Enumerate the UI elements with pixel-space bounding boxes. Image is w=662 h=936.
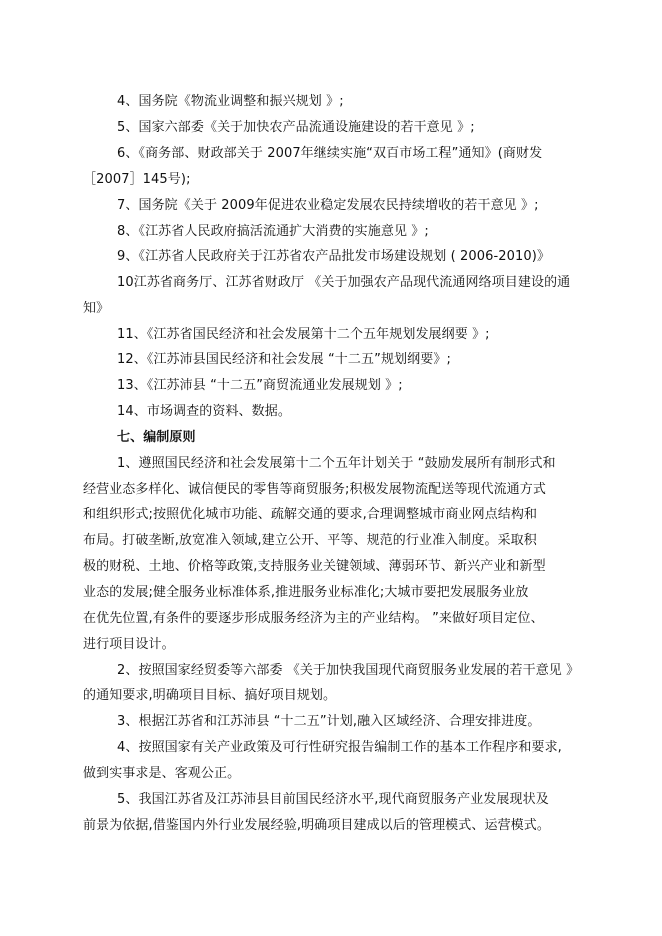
reference-item-13: 13、《江苏沛县 “十二五”商贸流通业发展规划 》; <box>117 378 403 393</box>
principle-1-line-5: 极的财税、土地、价格等政策,支持服务业关键领域、薄弱环节、新兴产业和新型 <box>83 559 546 574</box>
principle-1-line-8: 进行项目设计。 <box>83 637 175 652</box>
reference-item-10-line-1: 10江苏省商务厅、江苏省财政厅 《关于加强农产品现代流通网络项目建设的通 <box>117 275 571 290</box>
principle-1-line-7: 在优先位置,有条件的要逐步形成服务经济为主的产业结构。 ”来做好项目定位、 <box>83 611 544 626</box>
principle-1-line-1: 1、遵照国民经济和社会发展第十二个五年计划关于 “鼓励发展所有制形式和 <box>117 456 556 471</box>
reference-item-6-line-1: 6、《商务部、财政部关于 2007年继续实施“双百市场工程”通知》(商财发 <box>117 146 543 161</box>
reference-item-4: 4、国务院《物流业调整和振兴规划 》; <box>117 94 344 109</box>
reference-item-11: 11、《江苏省国民经济和社会发展第十二个五年规划发展纲要 》; <box>117 327 490 342</box>
section-heading: 七、编制原则 <box>117 430 196 445</box>
reference-item-12: 12、《江苏沛县国民经济和社会发展 “十二五”规划纲要》; <box>117 352 451 367</box>
principle-1-line-4: 布局。打破垄断,放宽准入领域,建立公开、平等、规范的行业准入制度。采取积 <box>83 533 537 548</box>
reference-item-7: 7、国务院《关于 2009年促进农业稳定发展农民持续增收的若干意见 》; <box>117 198 539 213</box>
principle-4-line-2: 做到实事求是、客观公正。 <box>83 766 241 781</box>
principle-3: 3、根据江苏省和江苏沛县 “十二五”计划,融入区域经济、合理安排进度。 <box>117 714 541 729</box>
reference-item-5: 5、国家六部委《关于加快农产品流通设施建设的若干意见 》; <box>117 120 475 135</box>
reference-item-8: 8、《江苏省人民政府搞活流通扩大消费的实施意见 》; <box>117 224 429 239</box>
reference-item-14: 14、市场调查的资料、数据。 <box>117 404 291 419</box>
principle-5-line-1: 5、我国江苏省及江苏沛县目前国民经济水平,现代商贸服务产业发展现状及 <box>117 792 549 807</box>
principle-2-line-2: 的通知要求,明确项目目标、搞好项目规划。 <box>83 688 337 703</box>
principle-1-line-3: 和组织形式;按照优化城市功能、疏解交通的要求,合理调整城市商业网点结构和 <box>83 507 538 522</box>
reference-item-10-line-2: 知》 <box>83 301 110 316</box>
principle-1-line-2: 经营业态多样化、诚信便民的零售等商贸服务;积极发展物流配送等现代流通方式 <box>83 482 546 497</box>
reference-item-9: 9、《江苏省人民政府关于江苏省农产品批发市场建设规划 ( 2006-2010)》 <box>117 249 551 264</box>
principle-2-line-1: 2、按照国家经贸委等六部委 《关于加快我国现代商贸服务业发展的若干意见 》 <box>117 663 580 678</box>
principle-4-line-1: 4、按照国家有关产业政策及可行性研究报告编制工作的基本工作程序和要求, <box>117 740 562 755</box>
reference-item-6-line-2: ［2007］145号); <box>83 172 191 187</box>
principle-1-line-6: 业态的发展;健全服务业标准体系,推进服务业标准化;大城市要把发展服务业放 <box>83 585 529 600</box>
principle-5-line-2: 前景为依据,借鉴国内外行业发展经验,明确项目建成以后的管理模式、运营模式。 <box>83 818 550 833</box>
